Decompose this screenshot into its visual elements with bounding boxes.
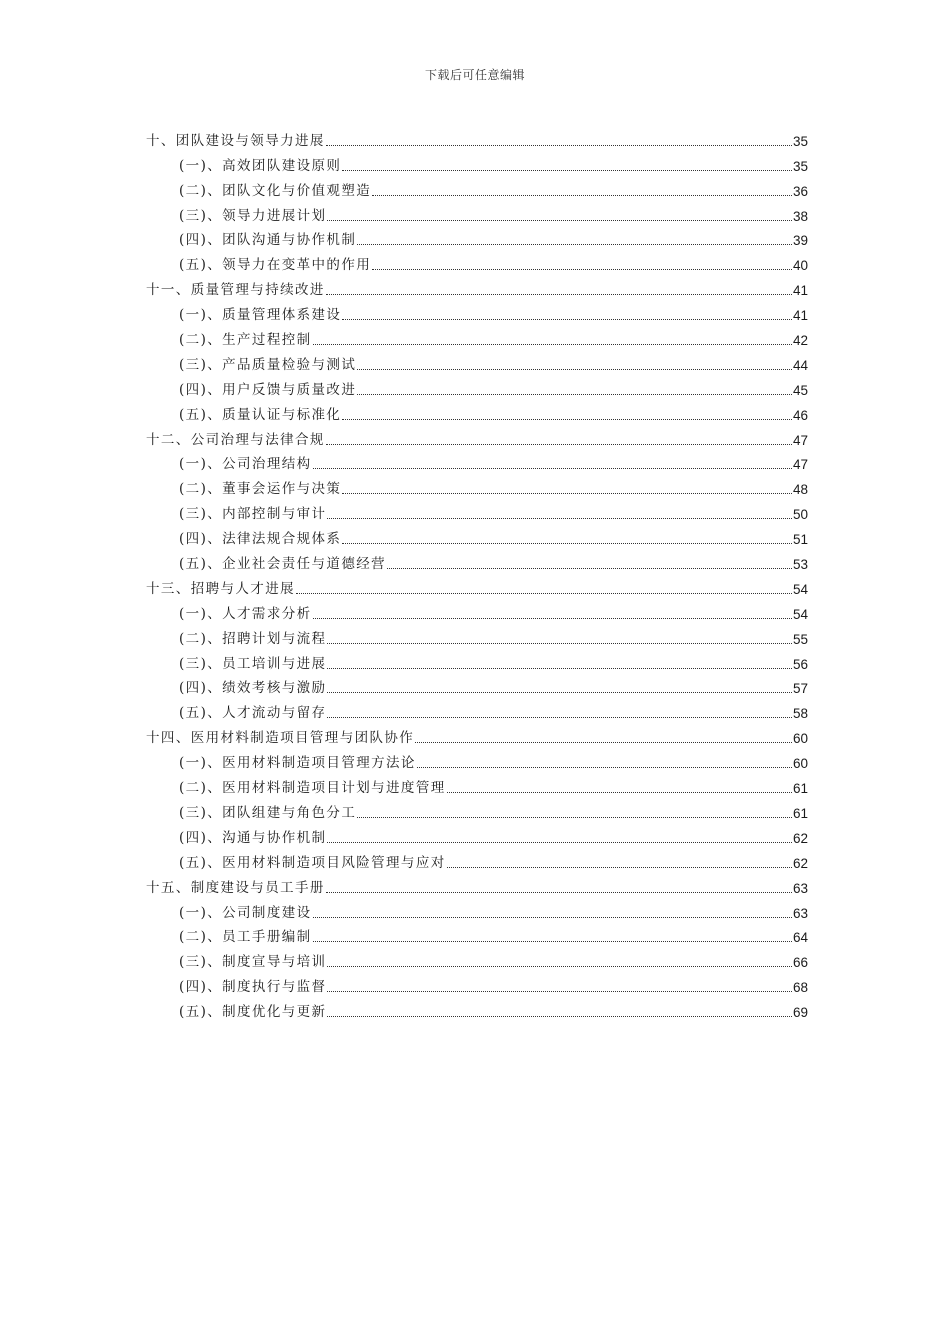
toc-page-number: 41 [792,308,808,324]
toc-entry-title: (一)、高效团队建设原则 [179,157,342,174]
toc-entry-title: (五)、人才流动与留存 [179,705,327,722]
toc-dot-leader [357,244,792,245]
toc-page-number: 58 [792,706,808,722]
toc-entry-title: 十一、质量管理与持续改进 [146,282,325,299]
toc-page-number: 54 [792,606,808,622]
toc-section-entry[interactable] [146,225,808,250]
toc-entry-title: (五)、企业社会责任与道德经营 [179,556,387,573]
toc-entry-title: (一)、公司制度建设 [179,904,312,921]
toc-page-number: 40 [792,258,808,274]
toc-dot-leader [342,493,792,494]
toc-entry-title: (四)、制度执行与监督 [179,979,327,996]
toc-entry-title: (五)、制度优化与更新 [179,1004,327,1021]
toc-entry-title: (二)、董事会运作与决策 [179,481,342,498]
toc-dot-leader [357,369,792,370]
toc-dot-leader [326,294,792,295]
toc-page-number: 66 [792,955,808,971]
toc-section-entry[interactable] [146,200,808,225]
toc-dot-leader [327,717,792,718]
toc-page-number: 61 [792,805,808,821]
toc-section-entry[interactable] [146,523,808,548]
toc-page-number: 47 [792,432,808,448]
toc-page-number: 69 [792,1005,808,1021]
toc-page-number: 60 [792,756,808,772]
toc-entry-title: 十三、招聘与人才进展 [146,580,295,597]
toc-dot-leader [327,692,792,693]
toc-entry-title: (五)、质量认证与标准化 [179,406,342,423]
toc-section-entry[interactable] [146,548,808,573]
toc-entry-title: (五)、领导力在变革中的作用 [179,257,372,274]
toc-dot-leader [447,867,792,868]
toc-entry-title: (二)、团队文化与价值观塑造 [179,182,372,199]
toc-page-number: 62 [792,830,808,846]
toc-entry-title: (四)、团队沟通与协作机制 [179,232,357,249]
toc-page-number: 42 [792,333,808,349]
toc-section-entry[interactable] [146,299,808,324]
toc-page-number: 63 [792,905,808,921]
toc-dot-leader [447,792,792,793]
toc-entry-title: 十二、公司治理与法律合规 [146,431,325,448]
toc-page-number: 35 [792,158,808,174]
toc-entry-title: (四)、用户反馈与质量改进 [179,381,357,398]
toc-section-entry[interactable] [146,498,808,523]
toc-dot-leader [387,568,792,569]
toc-dot-leader [327,518,792,519]
toc-dot-leader [342,170,792,171]
toc-dot-leader [342,319,792,320]
toc-dot-leader [326,892,792,893]
toc-page-number: 64 [792,930,808,946]
toc-page-number: 36 [792,183,808,199]
toc-dot-leader [357,817,792,818]
toc-page-number: 56 [792,656,808,672]
toc-section-entry[interactable] [146,822,808,847]
toc-dot-leader [313,917,792,918]
toc-page-number: 41 [792,283,808,299]
toc-entry-title: (二)、招聘计划与流程 [179,630,327,647]
toc-dot-leader [313,941,792,942]
table-of-contents [146,125,808,1021]
toc-page-number: 62 [792,855,808,871]
toc-page-number: 38 [792,208,808,224]
toc-section-entry[interactable] [146,648,808,673]
toc-dot-leader [326,145,792,146]
toc-entry-title: 十、团队建设与领导力进展 [146,132,325,149]
toc-section-entry[interactable] [146,623,808,648]
toc-dot-leader [372,195,792,196]
toc-section-entry[interactable] [146,598,808,623]
toc-dot-leader [327,991,792,992]
toc-page-number: 61 [792,781,808,797]
toc-page-number: 50 [792,507,808,523]
toc-section-entry[interactable] [146,772,808,797]
toc-page-number: 35 [792,133,808,149]
toc-dot-leader [342,543,792,544]
toc-dot-leader [313,344,792,345]
toc-entry-title: (一)、公司治理结构 [179,456,312,473]
toc-section-entry[interactable] [146,996,808,1021]
toc-section-entry[interactable] [146,946,808,971]
toc-section-entry[interactable] [146,797,808,822]
toc-chapter-entry[interactable] [146,424,808,449]
toc-dot-leader [327,966,792,967]
toc-entry-title: (一)、医用材料制造项目管理方法论 [179,755,416,772]
toc-chapter-entry[interactable] [146,125,808,150]
toc-entry-title: (三)、内部控制与审计 [179,506,327,523]
toc-page-number: 54 [792,581,808,597]
toc-dot-leader [313,618,792,619]
toc-dot-leader [417,767,792,768]
toc-page-number: 53 [792,557,808,573]
toc-dot-leader [357,394,792,395]
toc-section-entry[interactable] [146,847,808,872]
toc-entry-title: (一)、人才需求分析 [179,605,312,622]
toc-entry-title: (三)、员工培训与进展 [179,655,327,672]
toc-page-number: 55 [792,631,808,647]
toc-section-entry[interactable] [146,747,808,772]
toc-entry-title: (四)、绩效考核与激励 [179,680,327,697]
toc-page-number: 51 [792,532,808,548]
toc-dot-leader [415,742,792,743]
toc-section-entry[interactable] [146,324,808,349]
toc-dot-leader [372,269,792,270]
toc-page-number: 63 [792,880,808,896]
toc-dot-leader [327,842,792,843]
toc-dot-leader [342,419,792,420]
toc-page-number: 45 [792,382,808,398]
toc-entry-title: (四)、沟通与协作机制 [179,829,327,846]
toc-page-number: 60 [792,731,808,747]
toc-dot-leader [296,593,792,594]
toc-dot-leader [327,1016,792,1017]
toc-page-number: 57 [792,681,808,697]
toc-entry-title: (三)、产品质量检验与测试 [179,356,357,373]
toc-dot-leader [327,668,792,669]
toc-dot-leader [327,220,792,221]
toc-section-entry[interactable] [146,697,808,722]
toc-chapter-entry[interactable] [146,722,808,747]
toc-section-entry[interactable] [146,150,808,175]
toc-entry-title: (五)、医用材料制造项目风险管理与应对 [179,854,446,871]
toc-entry-title: (三)、领导力进展计划 [179,207,327,224]
toc-section-entry[interactable] [146,971,808,996]
toc-entry-title: (四)、法律法规合规体系 [179,531,342,548]
toc-dot-leader [313,468,792,469]
toc-dot-leader [327,643,792,644]
toc-section-entry[interactable] [146,473,808,498]
toc-section-entry[interactable] [146,673,808,698]
page-header: 下载后可任意编辑 [424,68,525,82]
toc-entry-title: 十四、医用材料制造项目管理与团队协作 [146,730,415,747]
toc-page-number: 47 [792,457,808,473]
toc-dot-leader [326,444,792,445]
toc-entry-title: (三)、团队组建与角色分工 [179,804,357,821]
toc-section-entry[interactable] [146,449,808,474]
toc-entry-title: (一)、质量管理体系建设 [179,307,342,324]
toc-chapter-entry[interactable] [146,573,808,598]
toc-entry-title: (二)、员工手册编制 [179,929,312,946]
toc-page-number: 46 [792,407,808,423]
toc-page-number: 68 [792,980,808,996]
toc-chapter-entry[interactable] [146,274,808,299]
toc-section-entry[interactable] [146,374,808,399]
toc-entry-title: (二)、医用材料制造项目计划与进度管理 [179,780,446,797]
toc-chapter-entry[interactable] [146,872,808,897]
toc-section-entry[interactable] [146,922,808,947]
toc-page-number: 48 [792,482,808,498]
toc-section-entry[interactable] [146,399,808,424]
toc-section-entry[interactable] [146,897,808,922]
toc-entry-title: (二)、生产过程控制 [179,332,312,349]
toc-entry-title: (三)、制度宣导与培训 [179,954,327,971]
toc-section-entry[interactable] [146,249,808,274]
toc-section-entry[interactable] [146,175,808,200]
toc-section-entry[interactable] [146,349,808,374]
toc-page-number: 39 [792,233,808,249]
toc-page-number: 44 [792,357,808,373]
toc-entry-title: 十五、制度建设与员工手册 [146,879,325,896]
